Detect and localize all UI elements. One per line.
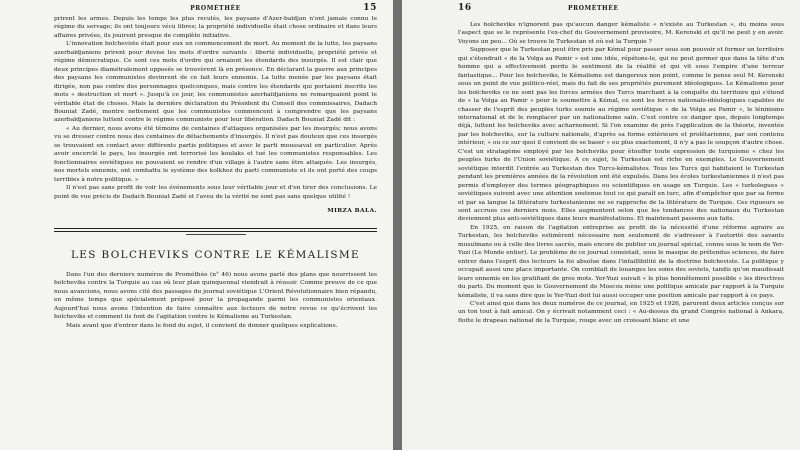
left-page	[0, 0, 393, 450]
paragraph: Les bolcheviks n'ignorent pas qu'aucun danger kémaliste « n'existe au Turkestan », du moins sous l'aspect que se le représente l'ex-chef du Gouvernement provisoire, M. Kerenski et qu'il ne peut y en avoir. Voyons un peu... Où se trouve le Turkestan et où est la Turquie ?	[458, 22, 784, 45]
paragraph: Mais avant que d'entrer dans le fond du sujet, il convient de donner quelques explications.	[66, 322, 338, 329]
running-title: PROMÉTHÉE	[190, 5, 241, 12]
page-number: 16	[458, 3, 472, 13]
paragraph: Dans l'un des derniers numéros de Prométhée (n° 46) nous avons parlé des plans que nourrissent les bolcheviks contre la Turquie au cas où leur plan quinquennal viendrait à réussir. Comme preuve de ce que nous avancions, nous avons cité des passages du journal soviétique L'Orient Révolutionnaire bien répandu, en même temps que spécialement préposé pour la propagande parmi les communistes orientaux. Aujourd'hui nous avons l'intention de faire connaître aux lecteurs de notre revue ce qu'écrivent les bolcheviks et comment ils font de l'agitation contre le Kémalisme au Turkestan.	[54, 271, 377, 321]
paragraph: Il n'est pas sans profit de voir les événements sous leur véritable jour et d'en tirer des conclusions. Le point de vue précis de Dadach Bouniat Zadé et l'aveu de la vérité ne sont pas sans quelque utilité !	[54, 185, 377, 200]
paragraph: prirent les armes. Depuis les temps les plus reculés, les paysans d'Azer-baïdjan n'ont jamais connu le régime du servage; ils ont toujours vécu libres; la propriété individuelle était chose ordinaire et dans leurs affaires privées, ils jouirent presque de complète initiative.	[54, 16, 377, 39]
quote-paragraph: « Au dernier, nous avons été témoins de centaines d'attaques organisées par les insurgés; nous avons vu se dresser contre nous des centaines de détachements d'insurgés. Il n'est pas douteux que ces insurgés se trouvaient en contact avec différents partis politiques et avec le parti moussavat en particulier. Après avoir encerclé le pays, les insurgés ont terrorisé les koulaks et tué les communistes responsables. Les fonctionnaires soviétiques ne pouvaient se rendre d'un village à l'autre sans être attaqués. Les insurgés, nos mortels ennemis, ont combattu le système des kolkhoz du parti communiste et ils ont porté des coups terribles à notre politique. »	[54, 125, 377, 183]
paragraph: Supposer que le Turkestan peut être pris par Kémal pour passer sous son pouvoir et former un territoire qui s'étendrait « de la Volga au Pamir » est une idée, répétons-le, qui ne peut germer que dans la tête d'un homme qui a effectivement perdu le sentiment de la réalité et qui vit sous l'empire d'une terreur fantastique... Pour les bolcheviks, le Kémalisme est dangereux non point, comme le pense seul M. Kerenski sous un point de vue politico-réel, mais du fait de ses propriétés purement idéologiques. Le Kémalisme pour les bolcheviks ce ne sont pas les forces armées des Turcs marchant à la conquête du territoire qui s'étend de « la Volga au Pamir » pour le soumettre à Kémal, ce sont les forces nationalo-idéologiques capables de chasser de l'esprit des peuples turks soumis au régime soviétique « de la Volga au Pamir », le léninisme international et de le remplacer par un nationalisme sain. C'est contre ce danger que, depuis longtemps déjà, luttent les bolcheviks avec acharnement. Si l'on examine de près l'application de la théorie, inventée par les bolcheviks, sur la culture nationale, d'après sa forme extérieure et prolétarienne, par son contenu intérieur, « ou ce sur quoi il convient de se baser » ou plus exactement, il n'y a pas le soupçon d'autre chose. C'est un stratagème employé par les bolcheviks pour étouffer toute expression de turquisme « chez les peuples turks de l'Union soviétique. A ce sujet, le Turkestan est riche en exemples. Le Gouvernement soviétique interdit l'entrée au Turkestan des Turcs-kémalistes. Tous les Turcs qui habitaient le Turkestan pendant les premières années de la révolution ont été expulsés. Dans les écoles turkestaniennes il n'est pas permis d'employer des termes géographiques ou scientifiques en usage en Turquie. Les « turkologues » soviétiques suivent avec une attention soutenue tout ce qui paraît en turc, afin d'empêcher que par sa forme et par sa langue la littérature turkestanienne ne se rapproche de la littérature de Turquie. Ces rigueurs se sont accrues ces derniers mois. Elles augmentent selon que les tendances des nationaux du Turkestan deviennent plus anti-soviétiques dans leurs manifestations. Et maintenant passons aux faits.	[458, 47, 784, 223]
paragraph: L'innovation bolcheviste était pour eux un commencement de mort. Au moment de la lutte, les paysans azerbaïdjaniens prirent pour devise les mots d'ordre suivants : liberté individuelle, propriété privée et régime démocratique. Ce sont ces mots d'ordre qui ornaient les étendards des insurgés. Il est clair que deux principes diamétralement opposés se trouvèrent là en présence. En déclarant la guerre aux principes des paysans les communistes devinrent de ce fait leurs ennemis. La lutte menée par les paysans était dirigée, non pas contre des personnages quelconques, mais contre les étendards qui portaient inscrits les mots « destruction et mort ». Jusqu'à ce jour, les communistes azerbaïdjaniens ne remarquaient point le véritable état de choses. Mais la dernière déclaration du Président du Conseil des commissaires, Dadach Bouniat Zadé, montre nettement que les communistes commencent à comprendre que les paysans azerbaïdjaniens luttent contre le régime communiste pour leur libération. Dadach Bouniat Zadé dit :	[54, 41, 377, 124]
page-number: 15	[363, 3, 377, 13]
title-rule	[186, 234, 246, 235]
article-title: LES BOLCHEVIKS CONTRE LE KÉMALISME	[71, 248, 360, 261]
right-page	[402, 0, 800, 450]
book-gutter	[393, 0, 402, 450]
paragraph: C'est ainsi que dans les deux numéros de ce journal, en 1925 et 1926, parurent deux articles conçus sur un ton tout à fait amical. On y écrivait notamment ceci : « Au-dessus du grand Congrès national à Ankara, flotte le drapeau national de la Turquie, rouge avec un croissant blanc et une	[458, 300, 784, 324]
section-divider	[54, 228, 377, 232]
running-head	[54, 3, 377, 15]
paragraph: En 1925, en raison de l'agitation entreprise au profit de la nécessité d'une réforme agraire au Turkestan, les bolcheviks estimèrent nécessaire non seulement de s'adresser à l'autorité des savants musulmans ou à celle des livres sacrés, mais encore de publier un journal spécial, connu sous le nom de Yer-Yuzi (Le Monde entier). Le problème de ce journal consistait, sous le masque de prétendus sciences, de faire entrer dans l'esprit des lecteurs la foi absolue dans l'infaillibilité de la doctrine bolcheviste. La politique y occupait aussi une place importante. On comblait de louanges les soins des soviets, tandis qu'on maudissait leurs ennemis en les gratifiant de gros mots. Yer-Yuzi suivait « le plus honnêtement possible » les directives du parti. Du moment que le Gouvernement de Moscou mène une politique amicale par rapport à la Turquie kémaliste, il va sans dire que le Yer-Yuzi doit lui aussi occuper une position amicale par rapport à ce pays.	[458, 224, 784, 299]
author-signature: MIRZA BALA.	[327, 206, 377, 214]
running-title: PROMÉTHÉE	[568, 5, 619, 12]
running-head	[458, 3, 784, 15]
